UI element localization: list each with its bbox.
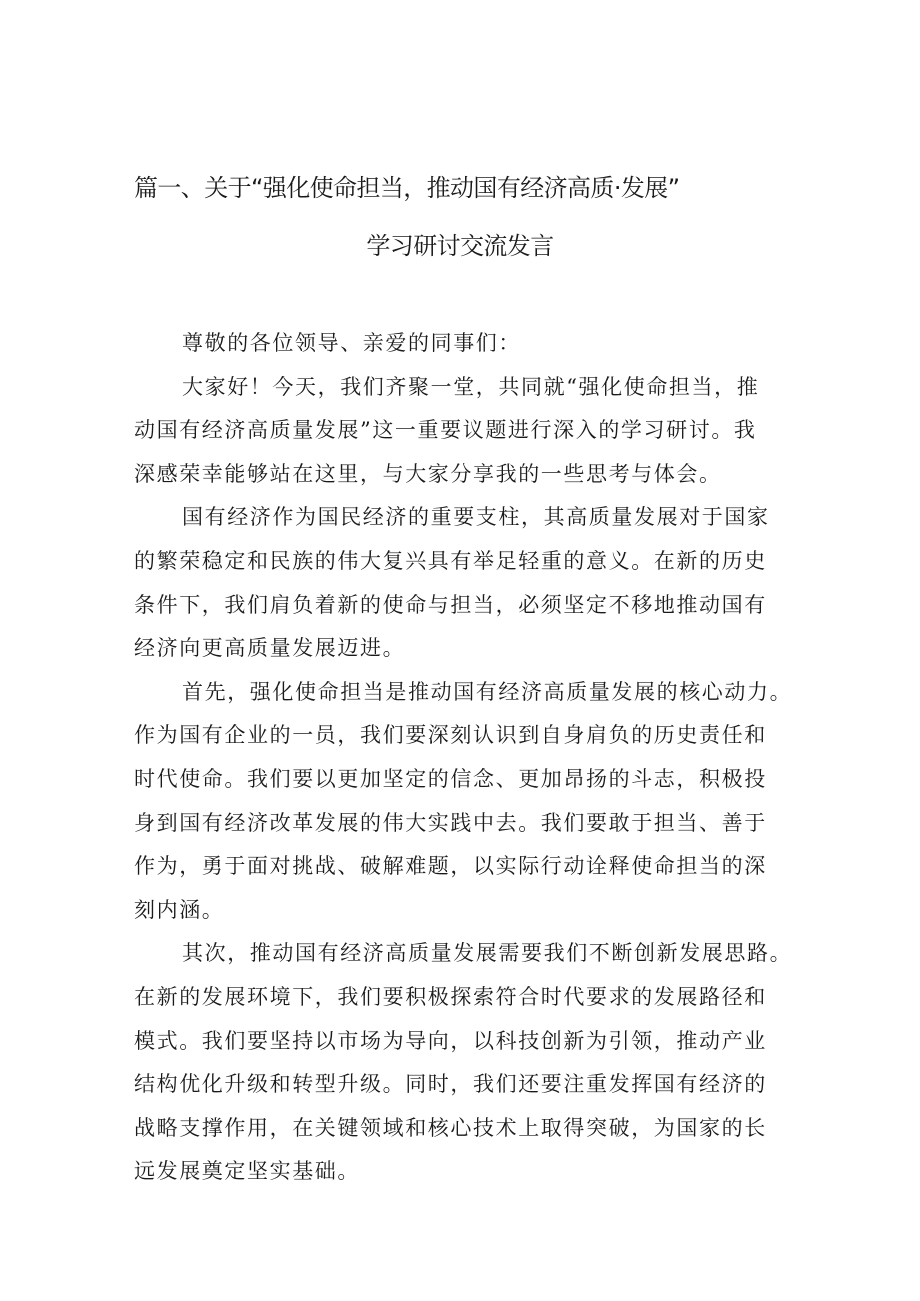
paragraph-line: 刻内涵。 (134, 897, 225, 922)
paragraph-1 (134, 366, 794, 497)
paragraph-4 (134, 932, 794, 1194)
paragraph-line: 国有经济作为国民经济的重要支柱，其高质量发展对于国家 (182, 505, 770, 530)
document-title-line-2: 学习研讨交流发言 (366, 232, 554, 260)
paragraph-line: 深感荣幸能够站在这里，与大家分享我的一些思考与体会。 (134, 461, 722, 486)
paragraph-line: 动国有经济高质量发展”这一重要议题进行深入的学习研讨。我 (134, 418, 757, 443)
paragraph-line: 经济向更高质量发展迈进。 (134, 636, 406, 661)
salutation (134, 322, 794, 366)
paragraph-line: 条件下，我们肩负着新的使命与担当，必须坚定不移地推动国有 (134, 592, 767, 617)
paragraph-line: 在新的发展环境下，我们要积极探索符合时代要求的发展路径和 (134, 984, 767, 1009)
paragraph-line: 身到国有经济改革发展的伟大实践中去。我们要敢于担当、善于 (134, 810, 767, 835)
paragraph-line: 结构优化升级和转型升级。同时，我们还要注重发挥国有经济的 (134, 1072, 767, 1097)
paragraph-line: 大家好！今天，我们齐聚一堂，共同就“强化使命担当，推 (182, 374, 760, 399)
paragraph-line: 作为，勇于面对挑战、破解难题，以实际行动诠释使命担当的深 (134, 854, 767, 879)
paragraph-2 (134, 496, 794, 670)
paragraph-line: 战略支撑作用，在关键领域和核心技术上取得突破，为国家的长 (134, 1115, 767, 1140)
paragraph-line: 时代使命。我们要以更加坚定的信念、更加昂扬的斗志，积极投 (134, 766, 767, 791)
document-title-line-1: 篇一、关于“强化使命担当，推动国有经济高质·发展” (134, 174, 680, 202)
paragraph-line: 远发展奠定坚实基础。 (134, 1159, 360, 1184)
document-body (134, 322, 794, 1194)
paragraph-line: 其次，推动国有经济高质量发展需要我们不断创新发展思路。 (182, 941, 793, 966)
paragraph-line: 作为国有企业的一员，我们要深刻认识到自身肩负的历史责任和 (134, 723, 767, 748)
salutation-line: 尊敬的各位领导、亲爱的同事们： (182, 331, 521, 355)
paragraph-line: 的繁荣稳定和民族的伟大复兴具有举足轻重的意义。在新的历史 (134, 548, 767, 573)
paragraph-line: 首先，强化使命担当是推动国有经济高质量发展的核心动力。 (182, 679, 793, 704)
paragraph-line: 模式。我们要坚持以市场为导向，以科技创新为引领，推动产业 (134, 1028, 767, 1053)
paragraph-3 (134, 671, 794, 933)
